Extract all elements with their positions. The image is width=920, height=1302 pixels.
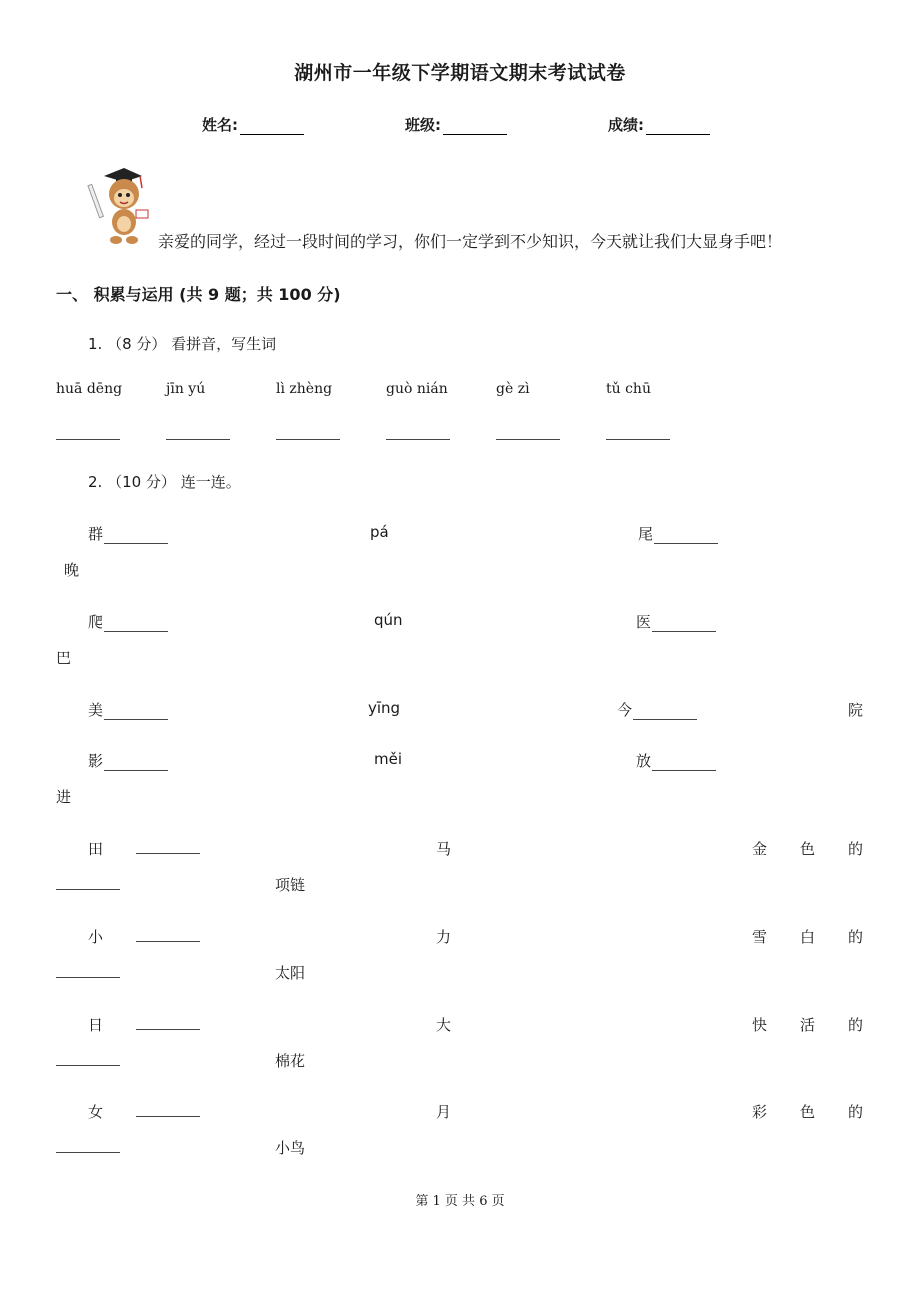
mascot-illustration — [86, 162, 154, 248]
pinyin-item: huā dēng — [56, 381, 123, 397]
match-pinyin[interactable]: měi — [374, 750, 403, 768]
class-label: 班级: — [405, 116, 441, 134]
class-field[interactable] — [405, 114, 507, 135]
match-right-item[interactable] — [636, 611, 716, 632]
pinyin-item: tǔ chū — [606, 381, 651, 397]
match-blank[interactable] — [136, 1029, 200, 1030]
pinyin-item: lì zhèng — [276, 381, 333, 397]
match2-mid-char[interactable]: 力 — [436, 928, 452, 946]
match-right-char: 今 — [617, 701, 633, 719]
match-blank[interactable] — [56, 1065, 120, 1066]
match-left-item[interactable] — [88, 750, 168, 771]
match-right-char: 尾 — [638, 525, 654, 543]
match2-phrase-char[interactable]: 的 — [848, 1016, 864, 1034]
match2-phrase-char[interactable]: 色 — [800, 840, 816, 858]
match2-mid-char[interactable]: 马 — [436, 840, 452, 858]
match2-left-char[interactable]: 日 — [88, 1016, 104, 1034]
match2-phrase-char[interactable]: 色 — [800, 1103, 816, 1121]
match-left-char: 爬 — [88, 613, 104, 631]
match-right-char: 放 — [636, 752, 652, 770]
match2-phrase-char[interactable]: 白 — [800, 928, 816, 946]
match2-mid-char[interactable]: 月 — [436, 1103, 452, 1121]
match-pinyin[interactable]: qún — [374, 611, 403, 629]
match-extra-char[interactable]: 院 — [848, 701, 864, 719]
answer-blank[interactable] — [386, 439, 450, 440]
match2-phrase-char[interactable]: 金 — [752, 840, 768, 858]
class-blank[interactable] — [443, 119, 507, 135]
match-blank[interactable] — [633, 705, 697, 720]
match-left-char: 影 — [88, 752, 104, 770]
score-field[interactable] — [608, 114, 710, 135]
match2-noun[interactable]: 项链 — [275, 876, 306, 894]
match-blank[interactable] — [136, 1116, 200, 1117]
match-pinyin[interactable]: pá — [370, 523, 389, 541]
match2-noun[interactable]: 小鸟 — [275, 1139, 306, 1157]
section-heading: 一、 积累与运用 (共 9 题；共 100 分) — [56, 285, 341, 304]
match-blank[interactable] — [654, 529, 718, 544]
answer-blank[interactable] — [166, 439, 230, 440]
answer-blank[interactable] — [276, 439, 340, 440]
answer-blank[interactable] — [606, 439, 670, 440]
pinyin-item: jīn yú — [166, 381, 206, 397]
pinyin-item: gè zì — [496, 381, 530, 397]
match-left-item[interactable] — [88, 611, 168, 632]
match-blank[interactable] — [652, 756, 716, 771]
match-left-item[interactable] — [88, 699, 168, 720]
match-extra-char[interactable]: 晚 — [64, 561, 80, 579]
match-blank[interactable] — [56, 977, 120, 978]
match-right-char: 医 — [636, 613, 652, 631]
match-left-item[interactable] — [88, 523, 168, 544]
match-right-item[interactable] — [636, 750, 716, 771]
question-2-label: 2. （10 分） 连一连。 — [88, 473, 241, 491]
question-1-label: 1. （8 分） 看拼音，写生词 — [88, 335, 277, 353]
match-blank[interactable] — [56, 1152, 120, 1153]
score-label: 成绩: — [608, 116, 644, 134]
answer-blank[interactable] — [56, 439, 120, 440]
match-blank[interactable] — [136, 941, 200, 942]
match2-phrase-char[interactable]: 快 — [752, 1016, 768, 1034]
match-pinyin[interactable]: yīng — [368, 699, 401, 717]
match2-phrase-char[interactable]: 雪 — [752, 928, 768, 946]
match-blank[interactable] — [136, 853, 200, 854]
page-footer: 第 1 页 共 6 页 — [415, 1194, 505, 1209]
page-title: 湖州市一年级下学期语文期末考试试卷 — [294, 62, 626, 84]
match-right-item[interactable] — [617, 699, 697, 720]
match2-phrase-char[interactable]: 的 — [848, 840, 864, 858]
match2-phrase-char[interactable]: 活 — [800, 1016, 816, 1034]
match-blank[interactable] — [104, 756, 168, 771]
match2-noun[interactable]: 棉花 — [275, 1052, 306, 1070]
match-blank[interactable] — [56, 889, 120, 890]
match2-noun[interactable]: 太阳 — [275, 964, 306, 982]
name-field[interactable] — [202, 114, 304, 135]
match2-left-char[interactable]: 小 — [88, 928, 104, 946]
match-blank[interactable] — [104, 617, 168, 632]
match2-phrase-char[interactable]: 的 — [848, 1103, 864, 1121]
match-left-char: 群 — [88, 525, 104, 543]
match2-left-char[interactable]: 田 — [88, 840, 104, 858]
match-right-item[interactable] — [638, 523, 718, 544]
match2-mid-char[interactable]: 大 — [436, 1016, 452, 1034]
match2-left-char[interactable]: 女 — [88, 1103, 104, 1121]
match2-phrase-char[interactable]: 彩 — [752, 1103, 768, 1121]
match-extra-char[interactable]: 巴 — [56, 649, 72, 667]
match-blank[interactable] — [652, 617, 716, 632]
match-left-char: 美 — [88, 701, 104, 719]
match-blank[interactable] — [104, 705, 168, 720]
name-blank[interactable] — [240, 119, 304, 135]
pinyin-item: guò nián — [386, 381, 448, 397]
name-label: 姓名: — [202, 116, 238, 134]
match-blank[interactable] — [104, 529, 168, 544]
match2-phrase-char[interactable]: 的 — [848, 928, 864, 946]
answer-blank[interactable] — [496, 439, 560, 440]
match-extra-char[interactable]: 进 — [56, 788, 72, 806]
score-blank[interactable] — [646, 119, 710, 135]
intro-text: 亲爱的同学，经过一段时间的学习，你们一定学到不少知识，今天就让我们大显身手吧！ — [158, 232, 783, 251]
